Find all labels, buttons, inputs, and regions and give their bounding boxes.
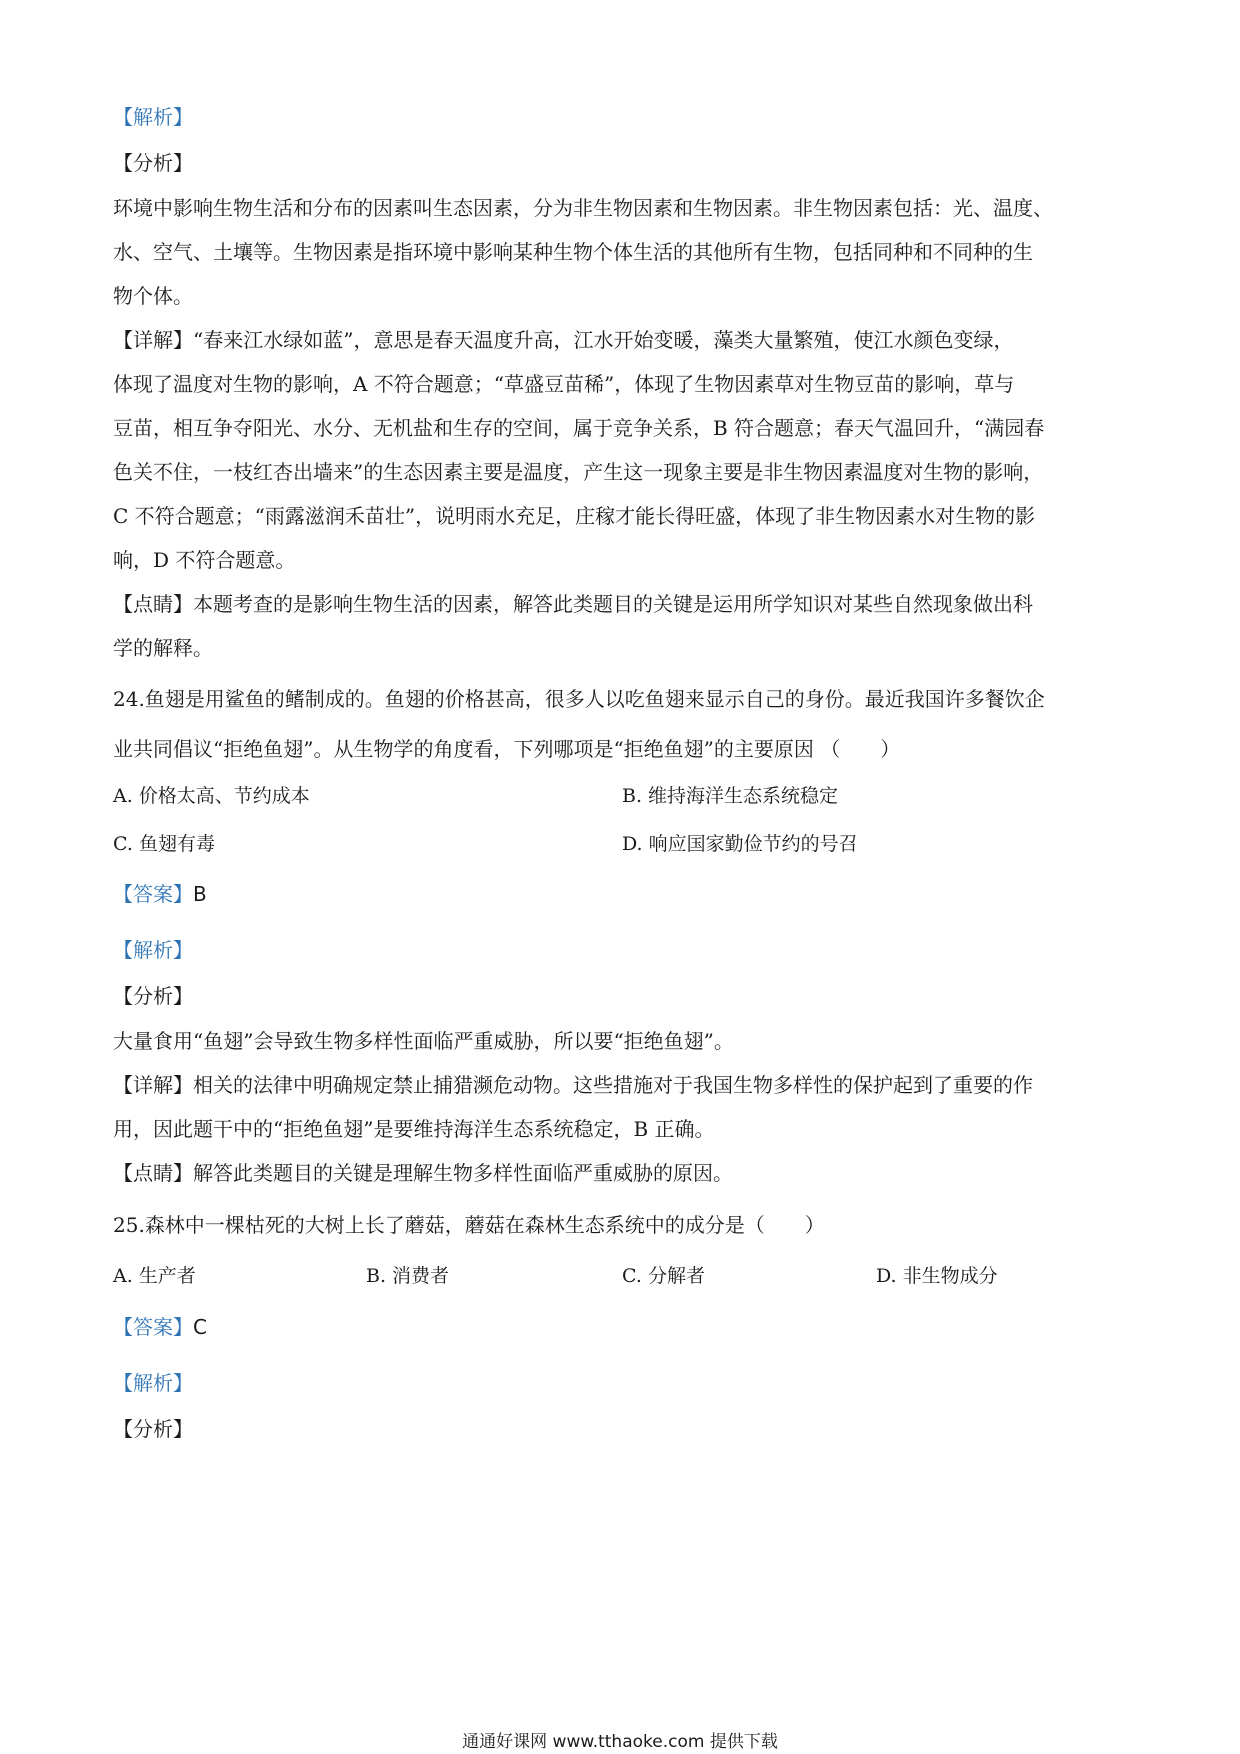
comment-line: 学的解释。 [113, 636, 213, 660]
jiexi-heading: 【解析】 [113, 1371, 193, 1395]
fenxi-heading: 【分析】 [113, 151, 193, 175]
detail-line: 响，D 不符合题意。 [113, 548, 296, 572]
comment-line: 【点睛】解答此类题目的关键是理解生物多样性面临严重威胁的原因。 [113, 1161, 733, 1185]
page-footer: 通通好课网 www.tthaoke.com 提供下载 [462, 1732, 778, 1752]
answer-value: C [193, 1315, 207, 1339]
answer-tag: 【答案】 [113, 1315, 193, 1339]
answer-row [113, 881, 1128, 907]
question-24-stem: 业共同倡议“拒绝鱼翅”。从生物学的角度看，下列哪项是“拒绝鱼翅”的主要原因 （ ） [113, 737, 901, 761]
detail-line: 豆苗，相互争夺阳光、水分、无机盐和生存的空间，属于竞争关系，B 符合题意；春天气温回升，“满园春 [113, 416, 1045, 440]
option-c: C. 鱼翅有毒 [113, 833, 215, 855]
fenxi-heading: 【分析】 [113, 1417, 193, 1441]
detail-line: 色关不住，一枝红杏出墙来”的生态因素主要是温度，产生这一现象主要是非生物因素温度对生物的影响， [113, 460, 1044, 484]
detail-line: 【详解】相关的法律中明确规定禁止捕猎濒危动物。这些措施对于我国生物多样性的保护起到了重要的作 [113, 1073, 1033, 1097]
option-c: C. 分解者 [622, 1265, 705, 1287]
jiexi-heading: 【解析】 [113, 938, 193, 962]
option-a: A. 价格太高、节约成本 [113, 785, 310, 807]
detail-line: C 不符合题意；“雨露滋润禾苗壮”，说明雨水充足，庄稼才能长得旺盛，体现了非生物因素水对生物的影 [113, 504, 1036, 528]
question-24-stem: 24.鱼翅是用鲨鱼的鳍制成的。鱼翅的价格甚高，很多人以吃鱼翅来显示自己的身份。最近我国许多餐饮企 [113, 687, 1045, 711]
option-d: D. 响应国家勤俭节约的号召 [622, 833, 858, 855]
detail-line: 用，因此题干中的“拒绝鱼翅”是要维持海洋生态系统稳定，B 正确。 [113, 1117, 715, 1141]
option-b: B. 消费者 [366, 1265, 450, 1287]
answer-row [113, 1314, 1128, 1340]
analysis-line: 环境中影响生物生活和分布的因素叫生态因素，分为非生物因素和生物因素。非生物因素包括：光、温度、 [113, 196, 1053, 220]
jiexi-heading: 【解析】 [113, 105, 193, 129]
question-25-stem: 25.森林中一棵枯死的大树上长了蘑菇，蘑菇在森林生态系统中的成分是（ ） [113, 1213, 825, 1237]
option-b: B. 维持海洋生态系统稳定 [622, 785, 839, 807]
analysis-line: 水、空气、土壤等。生物因素是指环境中影响某种生物个体生活的其他所有生物，包括同种和不同种的生 [113, 240, 1033, 264]
detail-line: 体现了温度对生物的影响，A 不符合题意；“草盛豆苗稀”，体现了生物因素草对生物豆苗的影响，草与 [113, 372, 1015, 396]
option-d: D. 非生物成分 [876, 1265, 998, 1287]
option-a: A. 生产者 [113, 1265, 196, 1287]
fenxi-heading: 【分析】 [113, 984, 193, 1008]
answer-tag: 【答案】 [113, 882, 193, 906]
comment-line: 【点睛】本题考查的是影响生物生活的因素，解答此类题目的关键是运用所学知识对某些自然现象做出科 [113, 592, 1033, 616]
analysis-line: 大量食用“鱼翅”会导致生物多样性面临严重威胁，所以要“拒绝鱼翅”。 [113, 1029, 734, 1053]
analysis-line: 物个体。 [113, 284, 193, 308]
detail-line: 【详解】“春来江水绿如蓝”，意思是春天温度升高，江水开始变暖，藻类大量繁殖，使江水颜色变绿， [113, 328, 1014, 352]
answer-value: B [193, 882, 207, 906]
